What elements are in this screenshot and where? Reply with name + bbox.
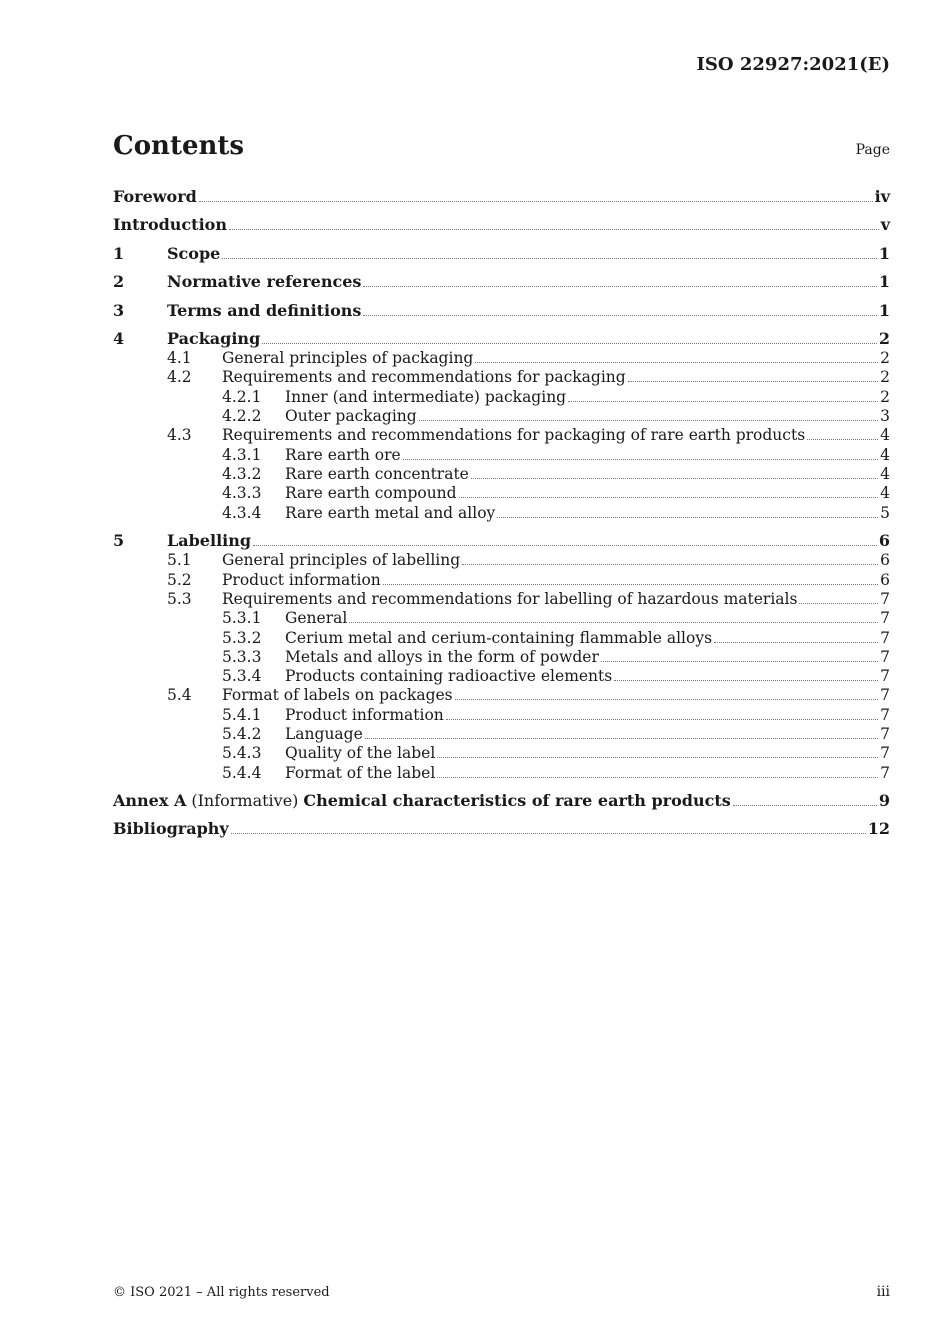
dot-leader xyxy=(222,258,877,259)
dot-leader xyxy=(419,420,878,421)
annex-title: Chemical characteristics of rare earth products xyxy=(303,791,731,810)
toc-entry-number: 5.3.1 xyxy=(222,609,262,627)
dot-leader xyxy=(349,622,878,623)
toc-entry-title: Bibliography xyxy=(113,819,229,838)
toc-entry-page: 4 xyxy=(880,426,890,444)
toc-entry-number: 5.2 xyxy=(167,571,192,589)
toc-entry-title: Annex A xyxy=(113,791,187,810)
toc-entry-number: 5.4 xyxy=(167,686,192,704)
dot-leader xyxy=(459,497,879,498)
toc-entry-page: 7 xyxy=(880,609,890,627)
toc-entry[interactable] xyxy=(113,666,890,686)
toc-entry-page: 6 xyxy=(880,551,890,569)
dot-leader xyxy=(614,680,878,681)
toc-entry-title: Requirements and recommendations for labelling of hazardous materials xyxy=(222,590,798,608)
dot-leader xyxy=(568,401,878,402)
dot-leader xyxy=(365,738,878,739)
toc-entry[interactable] xyxy=(113,705,890,725)
toc-entry-page: 2 xyxy=(880,349,890,367)
toc-entry[interactable] xyxy=(113,608,890,628)
toc-entry[interactable] xyxy=(113,187,890,207)
toc-entry-number: 4.3.3 xyxy=(222,484,262,502)
toc-entry[interactable] xyxy=(113,348,890,368)
toc-entry-title: Foreword xyxy=(113,187,197,206)
toc-entry-title: Metals and alloys in the form of powder xyxy=(285,648,599,666)
dot-leader xyxy=(471,478,878,479)
dot-leader xyxy=(253,545,877,546)
toc-entry-number: 5.4.1 xyxy=(222,706,262,724)
toc-entry-title: Product information xyxy=(285,706,444,724)
toc-entry[interactable] xyxy=(113,215,890,235)
toc-entry-number: 4 xyxy=(113,329,125,348)
toc-entry-number: 2 xyxy=(113,272,125,291)
toc-entry-title: Rare earth compound xyxy=(285,484,457,502)
dot-leader xyxy=(363,286,876,287)
dot-leader xyxy=(363,315,876,316)
toc-entry[interactable] xyxy=(113,531,890,551)
toc-entry-number: 4.2 xyxy=(167,368,192,386)
copyright-notice: © ISO 2021 – All rights reserved xyxy=(113,1285,330,1300)
toc-entry-page: 2 xyxy=(880,368,890,386)
toc-entry-title: Normative references xyxy=(167,272,362,291)
toc-entry[interactable] xyxy=(113,724,890,744)
dot-leader xyxy=(799,603,878,604)
toc-entry[interactable] xyxy=(113,445,890,465)
toc-entry[interactable] xyxy=(113,628,890,648)
toc-entry[interactable] xyxy=(113,387,890,407)
toc-entry-title: Language xyxy=(285,725,363,743)
annex-informative-note: (Informative) xyxy=(191,791,299,810)
toc-entry-number: 4.2.2 xyxy=(222,407,262,425)
dot-leader xyxy=(446,719,878,720)
toc-entry[interactable] xyxy=(113,791,890,811)
dot-leader xyxy=(199,201,873,202)
toc-entry[interactable] xyxy=(113,503,890,523)
toc-entry-page: 4 xyxy=(880,484,890,502)
toc-entry-title: Requirements and recommendations for packaging xyxy=(222,368,626,386)
toc-entry-title: Labelling xyxy=(167,531,252,550)
toc-entry[interactable] xyxy=(113,763,890,783)
toc-entry-page: 7 xyxy=(880,629,890,647)
toc-entry-page: 6 xyxy=(880,571,890,589)
toc-entry-number: 5.3.4 xyxy=(222,667,262,685)
toc-entry-title: Terms and definitions xyxy=(167,301,362,320)
dot-leader xyxy=(733,805,877,806)
toc-entry[interactable] xyxy=(113,819,890,839)
dot-leader xyxy=(262,343,877,344)
toc-entry-page: 7 xyxy=(880,667,890,685)
toc-entry-page: 1 xyxy=(878,244,890,263)
toc-entry-number: 5.3 xyxy=(167,590,192,608)
dot-leader xyxy=(231,833,866,834)
toc-entry[interactable] xyxy=(113,244,890,264)
toc-entry-page: iv xyxy=(874,187,890,206)
toc-entry-title: Outer packaging xyxy=(285,407,417,425)
toc-entry[interactable] xyxy=(113,464,890,484)
toc-entry-page: 4 xyxy=(880,465,890,483)
toc-entry-title: Rare earth metal and alloy xyxy=(285,504,496,522)
toc-entry-page: 7 xyxy=(880,764,890,782)
toc-entry-number: 5.4.3 xyxy=(222,744,262,762)
contents-heading: Contents xyxy=(113,131,245,161)
toc-entry-page: 1 xyxy=(878,272,890,291)
toc-entry[interactable] xyxy=(113,483,890,503)
toc-entry-page: 12 xyxy=(867,819,890,838)
toc-entry-title: General principles of labelling xyxy=(222,551,461,569)
toc-entry-page: 7 xyxy=(880,725,890,743)
dot-leader xyxy=(475,362,878,363)
toc-entry-page: v xyxy=(880,215,890,234)
toc-entry[interactable] xyxy=(113,367,890,387)
toc-entry-title: Quality of the label xyxy=(285,744,436,762)
toc-entry-title: General xyxy=(285,609,348,627)
dot-leader xyxy=(229,229,879,230)
dot-leader xyxy=(601,661,878,662)
toc-entry-number: 5.4.4 xyxy=(222,764,262,782)
toc-entry[interactable] xyxy=(113,589,890,609)
toc-entry-page: 6 xyxy=(878,531,890,550)
toc-entry-number: 5.3.3 xyxy=(222,648,262,666)
dot-leader xyxy=(462,564,878,565)
toc-entry-title: Rare earth ore xyxy=(285,446,401,464)
dot-leader xyxy=(383,584,878,585)
toc-entry-number: 5.3.2 xyxy=(222,629,262,647)
toc-entry-page: 7 xyxy=(880,648,890,666)
dot-leader xyxy=(714,642,878,643)
toc-entry-title: Cerium metal and cerium-containing flammable alloys xyxy=(285,629,713,647)
toc-entry-number: 4.3.4 xyxy=(222,504,262,522)
toc-entry[interactable] xyxy=(113,301,890,321)
toc-entry-title: Format of labels on packages xyxy=(222,686,453,704)
toc-entry-number: 4.3.2 xyxy=(222,465,262,483)
page-column-label: Page xyxy=(855,142,890,158)
toc-entry[interactable] xyxy=(113,685,890,705)
toc-entry-number: 4.3 xyxy=(167,426,192,444)
dot-leader xyxy=(497,517,878,518)
toc-entry[interactable] xyxy=(113,570,890,590)
toc-entry-title: Introduction xyxy=(113,215,227,234)
toc-entry-number: 1 xyxy=(113,244,125,263)
toc-entry[interactable] xyxy=(113,406,890,426)
toc-entry-number: 3 xyxy=(113,301,125,320)
toc-entry-title: Inner (and intermediate) packaging xyxy=(285,388,567,406)
toc-entry-number: 4.3.1 xyxy=(222,446,262,464)
document-identifier: ISO 22927:2021(E) xyxy=(696,54,890,75)
dot-leader xyxy=(455,699,878,700)
toc-entry-page: 2 xyxy=(878,329,890,348)
toc-entry-title: Products containing radioactive elements xyxy=(285,667,613,685)
toc-entry[interactable] xyxy=(113,743,890,763)
toc-entry-number: 4.2.1 xyxy=(222,388,262,406)
toc-entry-title: Rare earth concentrate xyxy=(285,465,469,483)
page-number: iii xyxy=(876,1284,890,1300)
toc-entry[interactable] xyxy=(113,272,890,292)
toc-entry-title: General principles of packaging xyxy=(222,349,474,367)
dot-leader xyxy=(807,439,878,440)
toc-entry-page: 9 xyxy=(878,791,890,810)
toc-entry-number: 4.1 xyxy=(167,349,192,367)
toc-entry-number: 5.4.2 xyxy=(222,725,262,743)
toc-entry-title: Packaging xyxy=(167,329,261,348)
toc-entry-page: 1 xyxy=(878,301,890,320)
dot-leader xyxy=(628,381,878,382)
dot-leader xyxy=(437,777,878,778)
toc-entry-title: Scope xyxy=(167,244,221,263)
toc-entry-page: 2 xyxy=(880,388,890,406)
toc-entry[interactable] xyxy=(113,647,890,667)
toc-entry[interactable] xyxy=(113,329,890,349)
toc-entry-page: 7 xyxy=(880,590,890,608)
toc-entry[interactable] xyxy=(113,425,890,445)
dot-leader xyxy=(403,459,878,460)
toc-entry-page: 3 xyxy=(880,407,890,425)
toc-entry-title: Product information xyxy=(222,571,381,589)
toc-entry-page: 7 xyxy=(880,744,890,762)
toc-entry-page: 7 xyxy=(880,686,890,704)
toc-entry-page: 5 xyxy=(880,504,890,522)
toc-entry-number: 5.1 xyxy=(167,551,192,569)
toc-entry[interactable] xyxy=(113,550,890,570)
toc-entry-title: Format of the label xyxy=(285,764,436,782)
toc-entry-title: Requirements and recommendations for packaging of rare earth products xyxy=(222,426,806,444)
toc-entry-page: 4 xyxy=(880,446,890,464)
toc-entry-page: 7 xyxy=(880,706,890,724)
dot-leader xyxy=(437,757,878,758)
toc-entry-number: 5 xyxy=(113,531,125,550)
